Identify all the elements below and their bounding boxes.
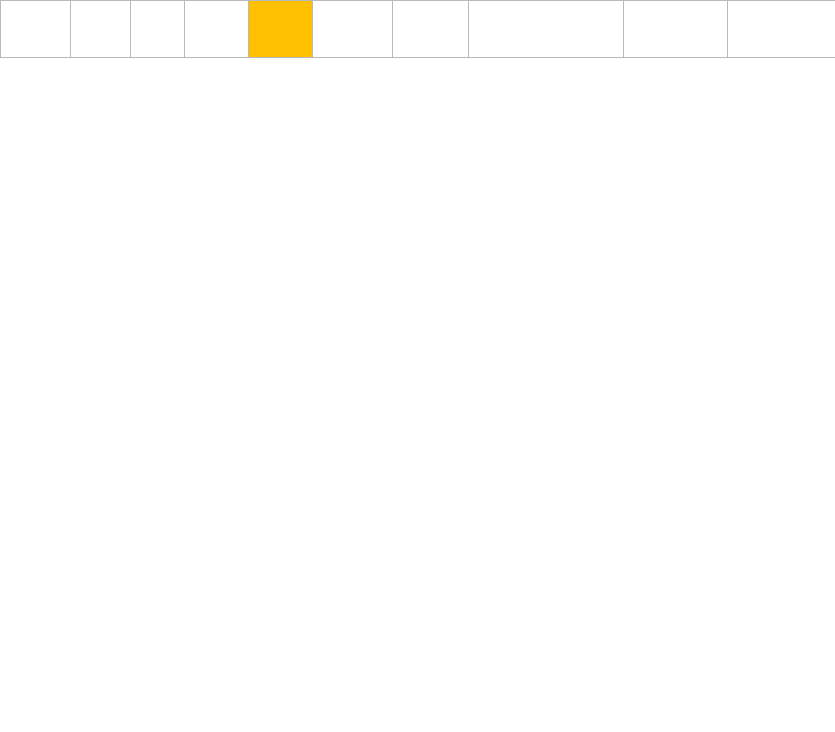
- header-daily: [131, 1, 185, 58]
- header-row: [1, 1, 835, 58]
- header-daily-levels: [393, 1, 469, 58]
- header-target: [624, 1, 728, 58]
- header-ytd: [185, 1, 249, 58]
- header-loss: [249, 1, 313, 58]
- watchlist-table: [0, 0, 835, 58]
- header-weekly: [313, 1, 393, 58]
- header-activation: [728, 1, 835, 58]
- header-close: [71, 1, 131, 58]
- header-ticker: [1, 1, 71, 58]
- header-pattern: [469, 1, 624, 58]
